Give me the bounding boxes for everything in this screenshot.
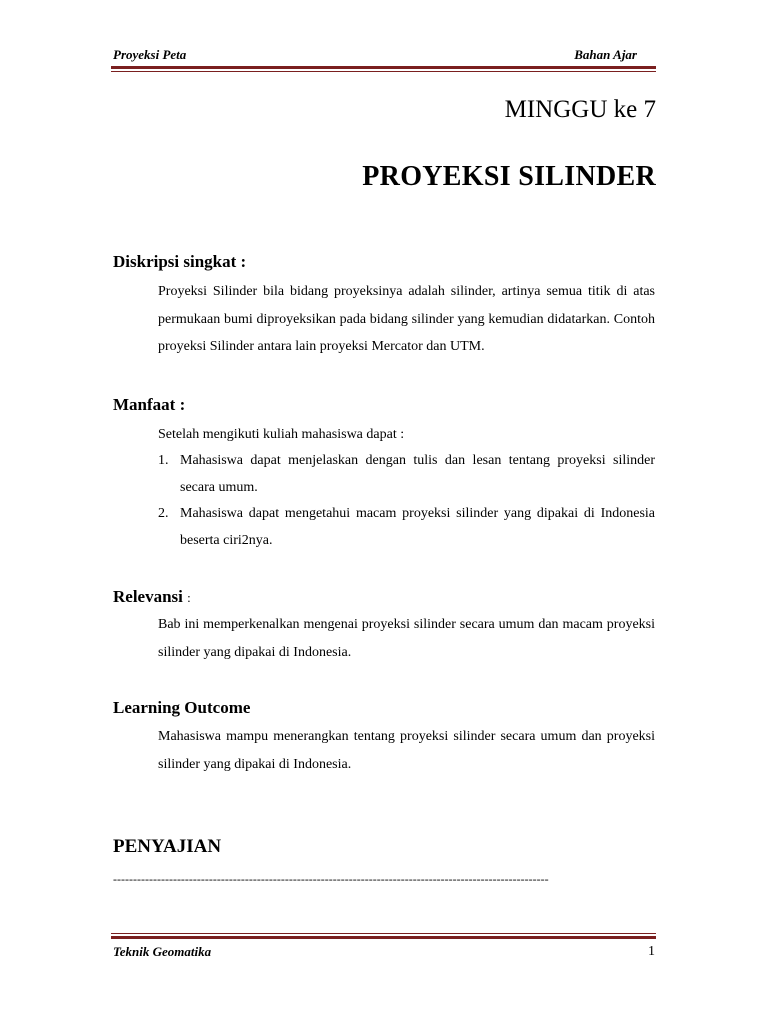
paragraph-deskripsi: Proyeksi Silinder bila bidang proyeksinya adalah silinder, artinya semua titik di atas permukaan bumi diproyeksikan pada bidang silinder yang kemudian didatarkan. Contoh proyeksi Silinder antara lain proyeksi Mercator dan UTM. <box>158 284 655 354</box>
dashed-separator: ------------------------------------------------------------------------------------------------------------- <box>113 872 549 886</box>
header-rule-thin <box>111 71 656 72</box>
section-heading-deskripsi: Diskripsi singkat : <box>113 252 247 271</box>
list-item <box>158 501 655 554</box>
section-heading-penyajian: PENYAJIAN <box>113 836 222 857</box>
relevansi-colon: : <box>187 590 191 605</box>
section-heading-manfaat: Manfaat : <box>113 395 186 414</box>
footer-rule-thick <box>111 936 656 939</box>
week-title: MINGGU ke 7 <box>504 96 656 123</box>
section-heading-learning-outcome: Learning Outcome <box>113 698 251 717</box>
section-heading-relevansi-wrap <box>113 586 191 609</box>
section-heading-relevansi: Relevansi <box>113 587 183 606</box>
list-item-number: 1. <box>158 453 169 468</box>
list-item-text: Mahasiswa dapat menjelaskan dengan tulis dan lesan tentang proyeksi silinder secara umum. <box>180 453 655 495</box>
header-rule-thick <box>111 66 656 69</box>
paragraph-learning-outcome: Mahasiswa mampu menerangkan tentang proyeksi silinder secara umum dan proyeksi silinder yang dipakai di Indonesia. <box>158 729 655 772</box>
list-item-number: 2. <box>158 506 169 521</box>
footer-rule-thin <box>111 933 656 934</box>
header-right-text: Bahan Ajar <box>574 47 637 62</box>
footer-left-text: Teknik Geomatika <box>113 944 212 959</box>
page-number: 1 <box>648 944 655 959</box>
list-item <box>158 448 655 501</box>
paragraph-relevansi: Bab ini memperkenalkan mengenai proyeksi silinder secara umum dan macam proyeksi silinder yang dipakai di Indonesia. <box>158 617 655 660</box>
manfaat-intro: Setelah mengikuti kuliah mahasiswa dapat : <box>158 427 405 442</box>
topic-title: PROYEKSI SILINDER <box>362 161 656 192</box>
manfaat-list <box>158 448 655 554</box>
list-item-text: Mahasiswa dapat mengetahui macam proyeksi silinder yang dipakai di Indonesia beserta ciri2nya. <box>180 506 655 548</box>
header-left-text: Proyeksi Peta <box>113 47 187 62</box>
